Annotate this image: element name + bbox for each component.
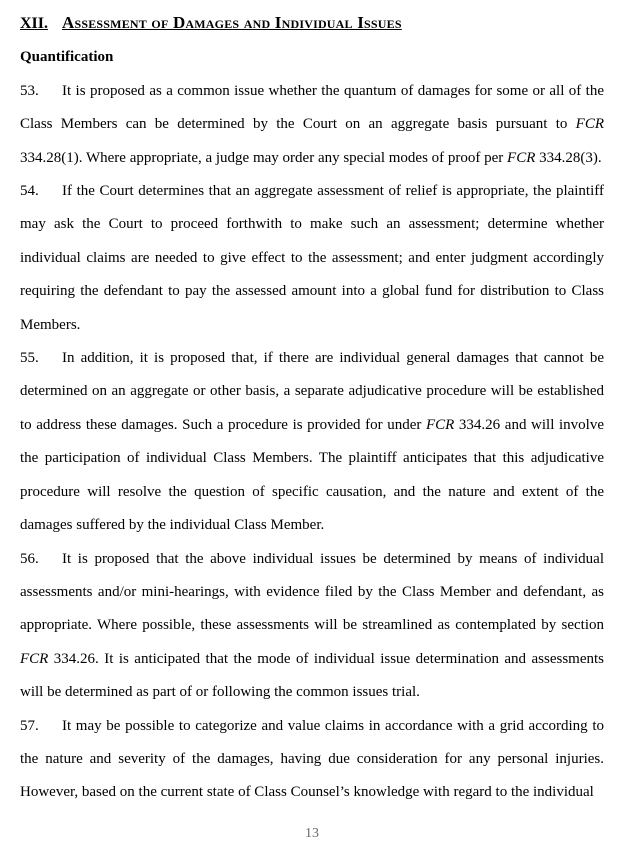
paragraph [20,710,604,810]
section-number: XII. [20,15,49,32]
paragraph-text: It is proposed as a common issue whether the quantum of damages for some or all of the Class Members can be determined by the Court on an aggregate basis pursuant to FCR 334.28(1). Where appropriate, a judge may order any special modes of proof per FCR 334.28(3). [20,82,604,166]
paragraph-number: 57. [20,717,39,734]
paragraph-text: If the Court determines that an aggregate assessment of relief is appropriate, the plaintiff may ask the Court to proceed forthwith to make such an assessment; determine whether individual claims are needed to give effect to the assessment; and enter judgment accordingly requiring the defendant to pay the assessed amount into a global fund for distribution to Class Members. [20,183,604,333]
paragraph-number: 53. [20,82,39,99]
paragraph-text: It may be possible to categorize and value claims in accordance with a grid according to the nature and severity of the damages, having due consideration for any personal injuries. However, based on the current state of Class Counsel’s knowledge with regard to the individual [20,717,604,801]
paragraph [20,175,604,342]
paragraph-text: It is proposed that the above individual issues be determined by means of individual assessments and/or mini-hearings, with evidence filed by the Class Member and defendant, as appropriate. Where possible, these assessments will be streamlined as contemplated by section FCR 334.26. It is anticipated that the mode of individual issue determination and assessments will be determined as part of or following the common issues trial. [20,550,604,701]
paragraph-number: 54. [20,183,39,200]
paragraph-number: 56. [20,550,39,567]
paragraph [20,342,604,542]
subsection-heading: Quantification [20,49,114,66]
page-number: 13 [305,826,319,841]
paragraph-list [20,75,604,810]
paragraph-text: In addition, it is proposed that, if there are individual general damages that cannot be determined on an aggregate or other basis, a separate adjudicative procedure will be established to address these damages. Such a procedure is provided for under FCR 334.26 and will involve the participation of individual Class Members. The plaintiff anticipates that this adjudicative procedure will resolve the question of specific causation, and the nature and extent of the damages suffered by the individual Class Member. [20,350,604,534]
page-footer [0,824,624,844]
section-heading [20,6,604,41]
section-title: Assessment of Damages and Individual Issues [62,13,402,32]
paragraph [20,543,604,710]
paragraph-number: 55. [20,350,39,367]
paragraph [20,75,604,175]
